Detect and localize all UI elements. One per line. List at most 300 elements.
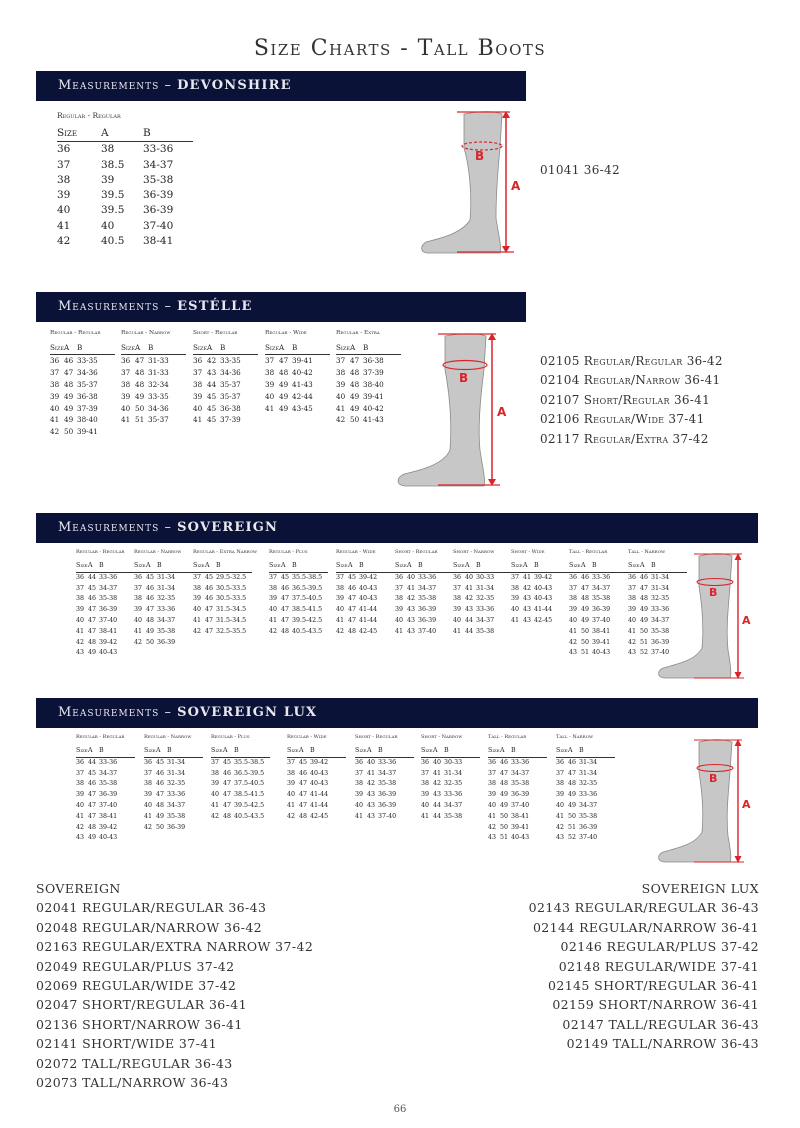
size-group-label: Regular - Plus <box>269 549 308 555</box>
table-row <box>57 234 193 249</box>
size-group-label: Tall - Narrow <box>556 734 594 740</box>
table-row <box>488 823 547 834</box>
table-row <box>488 769 547 780</box>
table-cell: 39.5-42.5 <box>292 616 323 624</box>
table-cell: 47 <box>205 627 214 635</box>
table-row <box>556 833 615 844</box>
table-row <box>50 367 115 379</box>
size-table <box>193 342 258 426</box>
table-cell: 47 <box>135 355 145 365</box>
table-cell: 42 <box>367 780 376 788</box>
size-group-label: Tall - Regular <box>488 734 527 740</box>
table-cell: 36 <box>488 758 497 766</box>
table-header-row <box>269 561 328 572</box>
table-row <box>50 379 115 391</box>
table-cell: 50 <box>640 627 649 635</box>
table-cell: 37 <box>193 367 203 377</box>
table-cell: 45 <box>88 584 97 592</box>
table-cell: 47 <box>281 595 290 603</box>
table-cell: 35-38 <box>651 627 670 635</box>
table-row <box>269 584 328 595</box>
table-cell: 47 <box>581 584 590 592</box>
table-cell: 38-40 <box>363 379 384 389</box>
table-cell: 47 <box>299 791 308 799</box>
column-header-b: B <box>310 746 346 757</box>
table-cell: 47 <box>348 616 357 624</box>
table-cell: 35-38 <box>592 595 611 603</box>
table-row <box>488 757 547 768</box>
table-cell: 50 <box>568 812 577 820</box>
table-cell: 37 <box>569 584 578 592</box>
column-header-size: Size <box>269 561 281 572</box>
size-group-label: Regular - Wide <box>336 549 376 555</box>
table-cell: 33-35 <box>148 391 169 401</box>
table-cell: 47 <box>88 801 97 809</box>
table-row <box>193 616 252 627</box>
table-cell: 36-39 <box>651 638 670 646</box>
table-row <box>453 594 512 605</box>
table-cell: 37 <box>628 584 637 592</box>
table-cell: 40-43 <box>359 584 378 592</box>
table-cell: 48 <box>146 616 155 624</box>
table-row <box>421 812 480 823</box>
table-cell: 42-45 <box>359 627 378 635</box>
table-cell: 45 <box>88 769 97 777</box>
table-cell: 33-35 <box>220 355 241 365</box>
table-cell: 39 <box>556 791 565 799</box>
table-cell: 41-44 <box>359 616 378 624</box>
table-row <box>211 757 270 768</box>
size-group-label: Regular - Extra <box>336 330 380 336</box>
label-a: A <box>497 405 507 419</box>
table-cell: 39 <box>287 780 296 788</box>
table-cell: 34-37 <box>592 584 611 592</box>
table-row <box>569 605 628 616</box>
size-group <box>511 549 570 627</box>
column-header-size: Size <box>511 561 523 572</box>
table-cell: 37-40 <box>143 219 174 232</box>
table-cell: 42 <box>50 427 60 437</box>
table-cell: 41 <box>144 812 153 820</box>
column-header-b: B <box>534 561 570 572</box>
boot-diagram-sovereign <box>654 550 758 682</box>
table-cell: 39 <box>76 606 85 614</box>
table-row <box>50 403 115 415</box>
table-row <box>269 627 328 638</box>
table-cell: 47 <box>205 606 214 614</box>
table-cell: 40 <box>211 791 220 799</box>
table-row <box>76 801 135 812</box>
table-cell: 43 <box>367 791 376 799</box>
table-cell: 40 <box>57 204 71 217</box>
table-row <box>488 833 547 844</box>
boot-shape <box>398 334 486 486</box>
table-cell: 41 <box>465 584 474 592</box>
table-cell: 38-41 <box>592 627 611 635</box>
table-cell: 45 <box>348 573 357 581</box>
sovereign-lux-code-list <box>529 879 759 1054</box>
product-code: 02104 Regular/Narrow 36-41 <box>540 373 721 388</box>
banner-sovereign <box>36 513 758 543</box>
column-header-b: B <box>592 561 628 572</box>
table-row <box>511 605 570 616</box>
column-header-a: A <box>299 746 310 757</box>
table-header-row <box>121 342 186 354</box>
column-header-size: Size <box>628 561 640 572</box>
table-cell: 42 <box>488 823 497 831</box>
table-cell: 38 <box>336 584 345 592</box>
table-row <box>395 605 454 616</box>
table-row <box>76 812 135 823</box>
table-cell: 41 <box>50 415 60 425</box>
banner-sovereign-lux <box>36 698 758 728</box>
table-cell: 30-33 <box>476 573 495 581</box>
banner-name: DEVONSHIRE <box>177 78 292 93</box>
table-cell: 45 <box>281 573 290 581</box>
table-row <box>144 801 203 812</box>
column-header-b: B <box>418 561 454 572</box>
table-cell: 36 <box>144 758 153 766</box>
table-cell: 42 <box>628 638 637 646</box>
table-cell: 40 <box>76 801 85 809</box>
column-header-a: A <box>350 342 363 354</box>
product-code: 02106 Regular/Wide 37-41 <box>540 412 705 427</box>
table-cell: 34-37 <box>143 158 174 171</box>
table-row <box>395 572 454 583</box>
table-cell: 39 <box>134 606 143 614</box>
table-cell: 37-39 <box>363 367 384 377</box>
page-number: 66 <box>393 1104 407 1115</box>
table-cell: 40.5-43.5 <box>234 812 265 820</box>
table-cell: 35-38 <box>444 812 463 820</box>
table-cell: 49 <box>500 801 509 809</box>
table-cell: 52 <box>568 834 577 842</box>
table-row <box>287 801 346 812</box>
size-group-label: Short - Narrow <box>421 734 463 740</box>
table-cell: 36 <box>453 573 462 581</box>
column-header-a: A <box>64 342 77 354</box>
table-header-row <box>336 561 395 572</box>
table-cell: 39 <box>193 391 203 401</box>
size-group-label: Short - Regular <box>193 330 238 336</box>
boot-diagram-devonshire <box>412 108 532 256</box>
size-group <box>57 111 193 249</box>
size-table <box>193 561 252 638</box>
table-cell: 49 <box>568 801 577 809</box>
column-header-size: Size <box>287 746 299 757</box>
column-header-size: Size <box>336 342 350 354</box>
table-cell: 39-41 <box>292 355 313 365</box>
size-group <box>134 549 193 648</box>
table-row <box>211 790 270 801</box>
table-cell: 36 <box>193 355 203 365</box>
table-cell: 38 <box>76 780 85 788</box>
size-table <box>395 561 454 638</box>
table-row <box>57 142 193 158</box>
table-row <box>395 627 454 638</box>
size-group-label: Short - Regular <box>355 734 398 740</box>
table-cell: 43 <box>523 606 532 614</box>
table-cell: 41 <box>523 573 532 581</box>
table-cell: 49 <box>156 812 165 820</box>
column-header-b: B <box>99 746 135 757</box>
table-cell: 37-39 <box>77 403 98 413</box>
table-cell: 42 <box>76 638 85 646</box>
table-cell: 33-36 <box>592 573 611 581</box>
table-cell: 40 <box>336 391 346 401</box>
table-cell: 30-33 <box>444 758 463 766</box>
table-row <box>287 812 346 823</box>
table-cell: 43 <box>465 606 474 614</box>
table-cell: 47 <box>156 791 165 799</box>
list-item: 02069 REGULAR/WIDE 37-42 <box>36 978 237 994</box>
table-cell: 38 <box>395 595 404 603</box>
list-item: 02073 TALL/NARROW 36-43 <box>36 1075 229 1091</box>
table-cell: 50 <box>581 638 590 646</box>
table-cell: 31.5-34.5 <box>216 606 247 614</box>
table-cell: 40 <box>101 219 115 232</box>
table-cell: 40 <box>453 616 462 624</box>
table-cell: 38 <box>453 595 462 603</box>
table-row <box>569 648 628 659</box>
table-cell: 38 <box>57 173 71 186</box>
table-cell: 48 <box>299 812 308 820</box>
table-cell: 43 <box>407 627 416 635</box>
table-row <box>336 584 395 595</box>
table-row <box>134 616 193 627</box>
table-row <box>76 605 135 616</box>
table-row <box>193 627 252 638</box>
column-header-a: A <box>367 746 378 757</box>
column-header-size: Size <box>355 746 367 757</box>
table-cell: 29.5-32.5 <box>216 573 247 581</box>
table-row <box>134 605 193 616</box>
table-row <box>269 616 328 627</box>
table-cell: 33-36 <box>99 758 118 766</box>
table-cell: 41-43 <box>292 379 313 389</box>
table-cell: 35.5-38.5 <box>292 573 323 581</box>
table-row <box>395 584 454 595</box>
table-row <box>121 367 186 379</box>
table-cell: 39 <box>355 791 364 799</box>
table-cell: 46 <box>88 780 97 788</box>
table-cell: 34-36 <box>148 403 169 413</box>
size-group-label: Tall - Regular <box>569 549 608 555</box>
table-cell: 40 <box>336 606 345 614</box>
table-cell: 36-39 <box>378 791 397 799</box>
table-cell: 47 <box>281 616 290 624</box>
table-cell: 38 <box>193 379 203 389</box>
list-item: 02041 REGULAR/REGULAR 36-43 <box>36 900 267 916</box>
size-group-label: Regular - Narrow <box>144 734 192 740</box>
column-header-b: B <box>157 561 193 572</box>
table-row <box>193 354 258 366</box>
table-cell: 41-44 <box>310 791 329 799</box>
table-row <box>134 572 193 583</box>
table-cell: 47 <box>88 616 97 624</box>
size-table <box>134 561 193 648</box>
size-group-label: Tall - Narrow <box>628 549 666 555</box>
table-cell: 47 <box>223 780 232 788</box>
table-cell: 46 <box>581 573 590 581</box>
table-cell: 46 <box>500 758 509 766</box>
table-cell: 36 <box>121 355 131 365</box>
table-cell: 34-37 <box>511 769 530 777</box>
table-cell: 37-40 <box>579 834 598 842</box>
table-row <box>287 757 346 768</box>
column-header-b: B <box>476 561 512 572</box>
table-cell: 47 <box>88 627 97 635</box>
table-row <box>211 812 270 823</box>
label-b: B <box>475 149 485 163</box>
table-cell: 38 <box>569 595 578 603</box>
table-cell: 43 <box>367 812 376 820</box>
table-cell: 38 <box>50 379 60 389</box>
size-table <box>76 746 135 844</box>
table-cell: 33-36 <box>511 758 530 766</box>
table-cell: 37 <box>57 158 71 171</box>
table-row <box>421 757 480 768</box>
table-cell: 32-34 <box>148 379 169 389</box>
list-heading: SOVEREIGN <box>36 881 121 896</box>
table-cell: 31-34 <box>167 769 186 777</box>
column-header-b: B <box>77 342 115 354</box>
table-cell: 37 <box>336 355 346 365</box>
table-cell: 42 <box>211 812 220 820</box>
table-cell: 38 <box>488 780 497 788</box>
table-cell: 34-37 <box>579 801 598 809</box>
table-cell: 30.5-33.5 <box>216 595 247 603</box>
table-cell: 40 <box>395 616 404 624</box>
table-cell: 48 <box>568 780 577 788</box>
list-item: 02072 TALL/REGULAR 36-43 <box>36 1055 233 1071</box>
table-cell: 36-38 <box>77 391 98 401</box>
table-row <box>121 379 186 391</box>
table-cell: 46 <box>205 595 214 603</box>
column-header-b: B <box>99 561 135 572</box>
column-header-b: B <box>511 746 547 757</box>
table-row <box>193 391 258 403</box>
list-item: 02144 REGULAR/NARROW 36-41 <box>532 919 759 935</box>
table-row <box>76 584 135 595</box>
table-row <box>453 616 512 627</box>
column-header-size: Size <box>453 561 465 572</box>
column-header-a: A <box>348 561 359 572</box>
table-cell: 35-38 <box>476 627 495 635</box>
table-cell: 38 <box>193 584 202 592</box>
table-cell: 44 <box>433 812 442 820</box>
column-header-size: Size <box>211 746 223 757</box>
table-cell: 43 <box>523 616 532 624</box>
list-item: 02047 SHORT/REGULAR 36-41 <box>36 997 247 1013</box>
list-item: 02048 REGULAR/NARROW 36-42 <box>36 919 263 935</box>
table-row <box>265 367 330 379</box>
table-row <box>453 605 512 616</box>
banner-prefix: Measurements – <box>58 705 178 720</box>
table-cell: 44 <box>88 758 97 766</box>
table-cell: 37 <box>134 584 143 592</box>
table-row <box>336 627 395 638</box>
table-cell: 50 <box>146 638 155 646</box>
table-row <box>569 584 628 595</box>
table-cell: 41 <box>193 415 203 425</box>
column-header-a: A <box>279 342 292 354</box>
table-cell: 45 <box>146 573 155 581</box>
label-b: B <box>709 772 718 785</box>
table-cell: 34-37 <box>378 769 397 777</box>
table-cell: 48 <box>223 812 232 820</box>
table-cell: 32-35 <box>651 595 670 603</box>
table-cell: 46 <box>156 769 165 777</box>
table-cell: 35-37 <box>148 415 169 425</box>
table-row <box>76 757 135 768</box>
table-cell: 41-44 <box>310 801 329 809</box>
table-row <box>569 616 628 627</box>
table-cell: 39-41 <box>77 427 98 437</box>
table-cell: 41 <box>269 616 278 624</box>
table-cell: 41 <box>76 812 85 820</box>
table-cell: 42 <box>336 415 346 425</box>
table-cell: 38 <box>265 367 275 377</box>
table-cell: 35.5-38.5 <box>234 758 265 766</box>
table-header-row <box>488 746 547 757</box>
table-cell: 47 <box>348 595 357 603</box>
table-row <box>121 354 186 366</box>
table-cell: 31-34 <box>579 769 598 777</box>
table-header-row <box>355 746 414 757</box>
table-cell: 31-33 <box>148 367 169 377</box>
banner-name: ESTÉLLE <box>177 299 253 314</box>
table-cell: 49 <box>581 606 590 614</box>
table-cell: 40 <box>421 801 430 809</box>
table-cell: 38.5-41.5 <box>292 606 323 614</box>
column-header-size: Size <box>50 342 64 354</box>
table-cell: 36-39 <box>592 606 611 614</box>
table-cell: 34-37 <box>418 584 437 592</box>
table-row <box>265 403 330 415</box>
table-cell: 41 <box>265 403 275 413</box>
table-cell: 49 <box>581 616 590 624</box>
table-cell: 43 <box>523 595 532 603</box>
list-item: 02163 REGULAR/EXTRA NARROW 37-42 <box>36 939 314 955</box>
table-cell: 34-37 <box>444 801 463 809</box>
list-item: 02136 SHORT/NARROW 36-41 <box>36 1016 243 1032</box>
size-group-label: Regular - Regular <box>76 734 125 740</box>
banner-name: SOVEREIGN <box>177 520 279 535</box>
size-table <box>121 342 186 426</box>
table-cell: 46 <box>568 758 577 766</box>
table-cell: 40-43 <box>534 595 553 603</box>
column-header-size: Size <box>395 561 407 572</box>
column-header-b: B <box>167 746 203 757</box>
table-cell: 49 <box>350 391 360 401</box>
table-cell: 41 <box>407 584 416 592</box>
table-cell: 39 <box>269 595 278 603</box>
table-cell: 38 <box>121 379 131 389</box>
table-cell: 38-41 <box>99 812 118 820</box>
size-group <box>488 734 547 844</box>
size-group-label: Short - Wide <box>511 549 545 555</box>
table-row <box>211 801 270 812</box>
table-cell: 43 <box>407 606 416 614</box>
table-header-row <box>395 561 454 572</box>
table-cell: 39 <box>76 791 85 799</box>
table-row <box>355 801 414 812</box>
table-cell: 41 <box>628 627 637 635</box>
table-cell: 49 <box>279 379 289 389</box>
table-cell: 35-38 <box>157 627 176 635</box>
table-cell: 30.5-33.5 <box>216 584 247 592</box>
